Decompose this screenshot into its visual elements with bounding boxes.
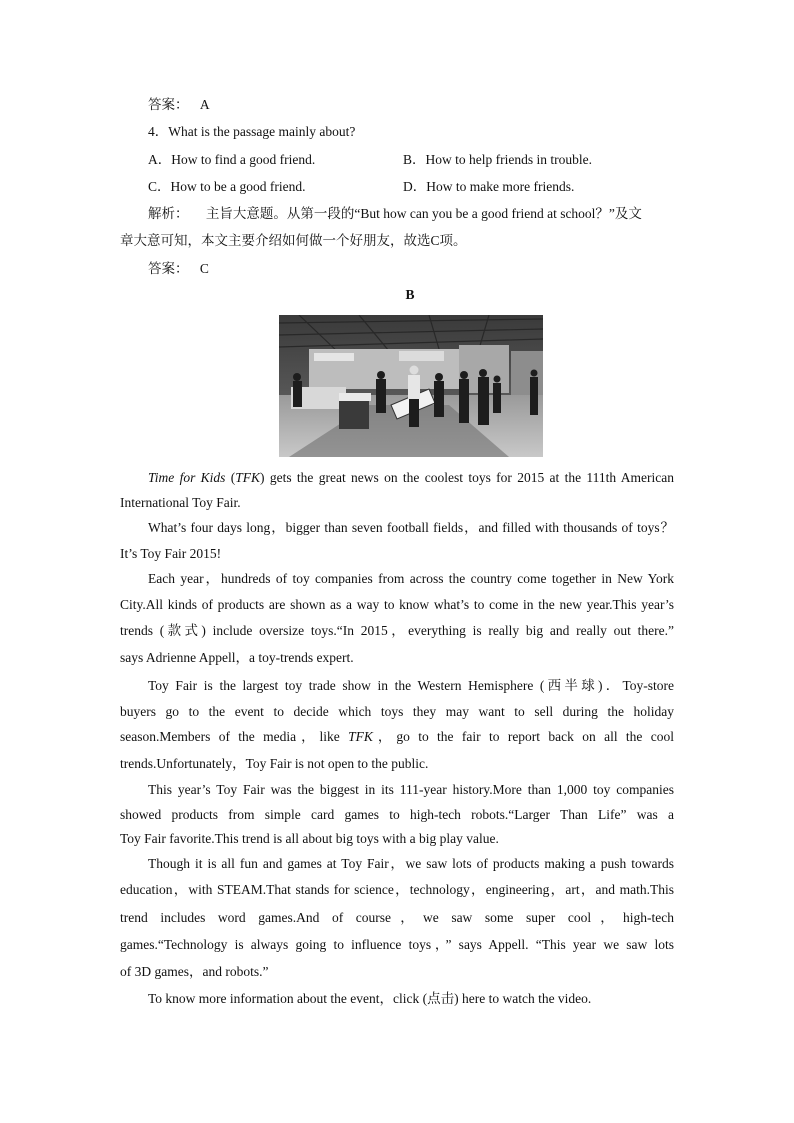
passage-line: To know more information about the event，click (点击) here to watch the video. xyxy=(148,991,592,1006)
passage-line: education，with STEAM.That stands for science，technology，engineering，art，and math.This xyxy=(120,882,674,897)
passage-line: trend includes word games.And of course，we saw some super cool，high-tech xyxy=(120,910,674,925)
toy-fair-photo xyxy=(279,315,543,457)
passage-line: City.All kinds of products are shown as a way to know what’s to come in the new year.This year’s xyxy=(120,597,674,612)
option-a: A．How to find a good friend. xyxy=(148,152,316,167)
passage-line: games.“Technology is always going to influence toys，” says Appell. “This year we saw lots xyxy=(120,937,674,952)
explanation-line-2: 章大意可知，本文主要介绍如何做一个好朋友，故选C项。 xyxy=(120,233,467,248)
passage-line: showed products from simple card games to high-tech robots.“Larger Than Life” was a xyxy=(120,807,674,822)
passage-line: What’s four days long，bigger than seven football fields，and filled with thousands of toys？ xyxy=(148,520,674,535)
explanation-text-1: 主旨大意题。从第一段的“But how can you be a good friend at school？”及文 xyxy=(205,206,642,221)
explanation-label: 解析： xyxy=(148,206,189,221)
answer-label: 答案： xyxy=(148,261,189,276)
passage-line: Toy Fair is the largest toy trade show in the Western Hemisphere (西半球)．Toy-store xyxy=(148,678,674,693)
explanation-line-1 xyxy=(148,205,642,223)
passage-line: says Adrienne Appell，a toy-trends expert. xyxy=(120,650,354,665)
passage-line: Time for Kids (TFK) gets the great news on the coolest toys for 2015 at the 111th American xyxy=(148,470,674,485)
option-d: D．How to make more friends. xyxy=(403,179,575,194)
passage-line: trends.Unfortunately，Toy Fair is not open to the public. xyxy=(120,756,429,771)
passage-line: Toy Fair favorite.This trend is all about big toys with a big play value. xyxy=(120,831,499,846)
passage-line: This year’s Toy Fair was the biggest in its 111-year history.More than 1,000 toy companies xyxy=(148,782,674,797)
passage-line: International Toy Fair. xyxy=(120,495,241,510)
section-letter: B xyxy=(405,287,415,302)
passage-line: It’s Toy Fair 2015! xyxy=(120,546,222,561)
answer-4-line xyxy=(148,260,209,278)
passage-line: Though it is all fun and games at Toy Fair，we saw lots of products making a push towards xyxy=(148,856,674,871)
passage-line: buyers go to the event to decide which toys they may want to sell during the holiday xyxy=(120,704,674,719)
passage-line: of 3D games，and robots.” xyxy=(120,964,269,979)
answer-value: A xyxy=(199,97,210,112)
answer-label: 答案： xyxy=(148,97,189,112)
passage-line: season.Members of the media，like TFK，go to the fair to report back on all the cool xyxy=(120,729,674,744)
question-4: 4．What is the passage mainly about? xyxy=(148,124,356,139)
passage-line: Each year，hundreds of toy companies from across the country come together in New York xyxy=(148,571,674,586)
answer-value: C xyxy=(199,261,209,276)
option-c: C．How to be a good friend. xyxy=(148,179,306,194)
option-b: B．How to help friends in trouble. xyxy=(403,152,592,167)
answer-3-line xyxy=(148,96,210,114)
passage-line: trends (款式) include oversize toys.“In 2015，everything is really big and really out there.” xyxy=(120,623,674,638)
